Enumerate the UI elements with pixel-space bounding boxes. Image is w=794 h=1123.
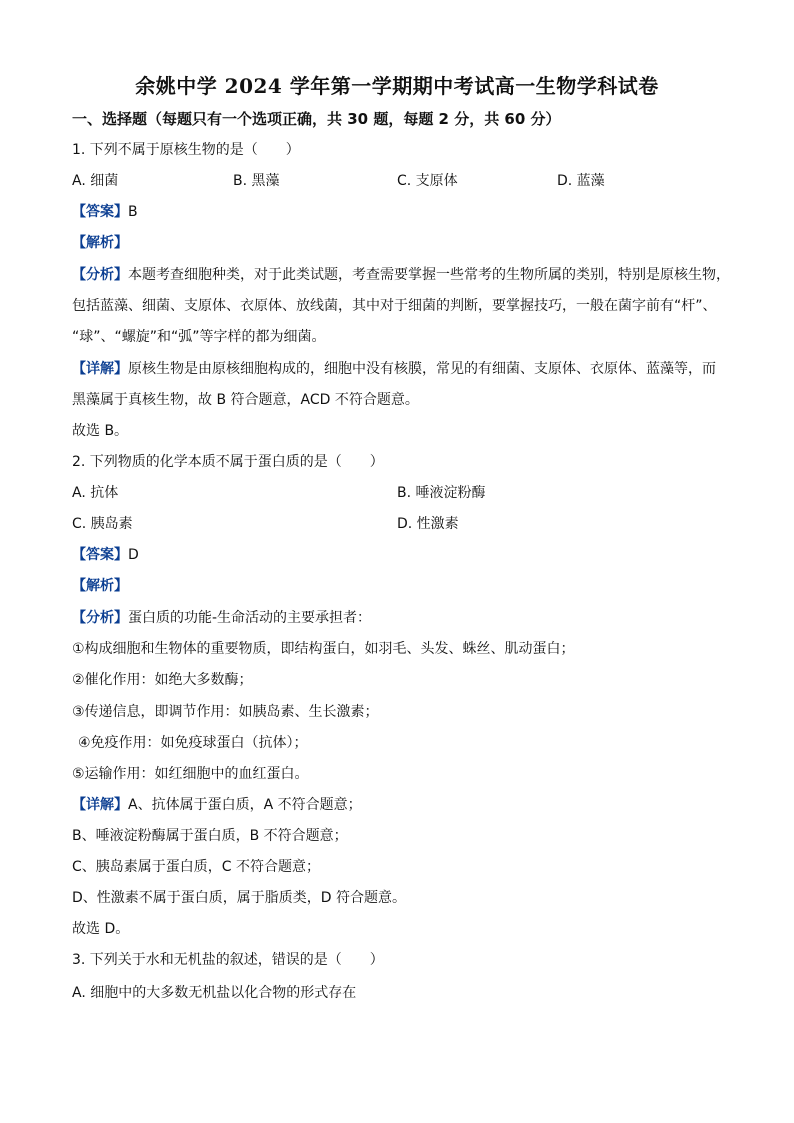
- q1-fenxi-line-1: 【分析】本题考查细胞种类，对于此类试题，考查需要掌握一些常考的生物所属的类别，特别是原核生物，: [72, 267, 730, 283]
- q2-point-4: ④免疫作用：如免疫球蛋白（抗体）；: [78, 735, 308, 751]
- q1-analysis-tag: 【解析】: [72, 235, 128, 251]
- q1-conclusion: 故选 B。: [72, 423, 129, 439]
- q2-xiangjie-line-2: B、唾液淀粉酶属于蛋白质，B 不符合题意；: [72, 828, 348, 844]
- q2-xiangjie-line-1: 【详解】A、抗体属于蛋白质，A 不符合题意；: [72, 797, 362, 813]
- q1-stem: 1. 下列不属于原核生物的是（ ）: [72, 142, 300, 158]
- q2-stem: 2. 下列物质的化学本质不属于蛋白质的是（ ）: [72, 454, 384, 470]
- q2-answer: D: [128, 547, 139, 563]
- q2-option-d: D. 性激素: [397, 516, 459, 532]
- page-title: 余姚中学 2024 学年第一学期期中考试高一生物学科试卷: [135, 74, 659, 98]
- q1-fenxi-line-2: 包括蓝藻、细菌、支原体、衣原体、放线菌，其中对于细菌的判断，要掌握技巧，一般在菌字前有“杆”、: [72, 298, 717, 314]
- q1-option-c: C. 支原体: [397, 173, 458, 189]
- q2-answer-line: 【答案】D: [72, 547, 139, 563]
- q2-conclusion: 故选 D。: [72, 921, 130, 937]
- q2-fenxi-line: 【分析】蛋白质的功能-生命活动的主要承担者：: [72, 610, 372, 626]
- section-heading: 一、选择题（每题只有一个选项正确，共 30 题，每题 2 分，共 60 分）: [72, 110, 561, 128]
- q3-option-a: A. 细胞中的大多数无机盐以化合物的形式存在: [72, 985, 357, 1001]
- q2-xiangjie-line-4: D、性激素不属于蛋白质，属于脂质类，D 符合题意。: [72, 890, 407, 906]
- q1-xiangjie-line-1: 【详解】原核生物是由原核细胞构成的，细胞中没有核膜，常见的有细菌、支原体、衣原体、蓝藻等，而: [72, 361, 716, 377]
- q1-option-b: B. 黑藻: [233, 173, 280, 189]
- q2-point-2: ②催化作用：如绝大多数酶；: [72, 672, 253, 688]
- q2-point-5: ⑤运输作用：如红细胞中的血红蛋白。: [72, 766, 309, 782]
- answer-tag: 【答案】: [72, 204, 128, 220]
- q3-stem: 3. 下列关于水和无机盐的叙述，错误的是（ ）: [72, 952, 384, 968]
- q1-option-a: A. 细菌: [72, 173, 119, 189]
- q1-answer-line: [72, 202, 138, 222]
- q1-xiangjie-line-2: 黑藻属于真核生物，故 B 符合题意，ACD 不符合题意。: [72, 392, 419, 408]
- q2-point-1: ①构成细胞和生物体的重要物质，即结构蛋白，如羽毛、头发、蛛丝、肌动蛋白；: [72, 641, 575, 657]
- q2-xiangjie-line-3: C、胰岛素属于蛋白质，C 不符合题意；: [72, 859, 320, 875]
- q1-fenxi-line-3: “球”、“螺旋”和“弧”等字样的都为细菌。: [72, 329, 326, 345]
- q2-analysis-tag: 【解析】: [72, 578, 128, 594]
- q2-option-b: B. 唾液淀粉酶: [397, 485, 486, 501]
- q1-option-d: D. 蓝藻: [557, 173, 605, 189]
- q1-answer: B: [128, 204, 138, 220]
- q2-option-c: C. 胰岛素: [72, 516, 133, 532]
- q2-option-a: A. 抗体: [72, 485, 119, 501]
- q2-point-3: ③传递信息，即调节作用：如胰岛素、生长激素；: [72, 704, 379, 720]
